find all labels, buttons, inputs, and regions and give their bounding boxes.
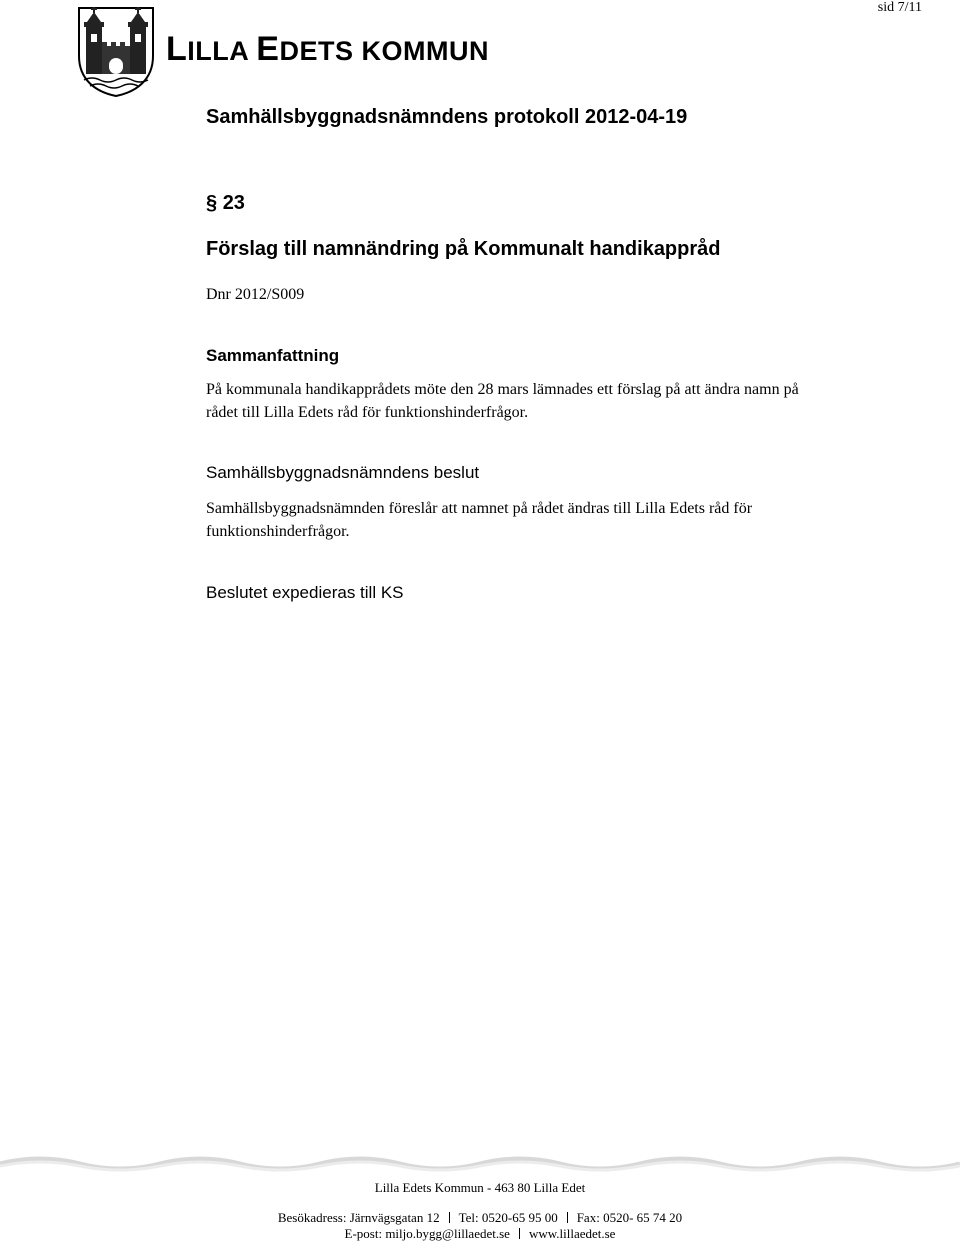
footer-web-line — [0, 1226, 960, 1242]
decision-text: Samhällsbyggnadsnämnden föreslår att namnet på rådet ändras till Lilla Edets råd för funktionshinderfrågor. — [206, 500, 753, 540]
section-title: Förslag till namnändring på Kommunalt handikappråd — [206, 238, 721, 260]
summary-text: På kommunala handikapprådets möte den 28 mars lämnades ett förslag på att ändra namn på rådet till Lilla Edets råd för funktionshinderfrågor. — [206, 381, 799, 421]
wordmark-part-2: DETS KOMMUN — [279, 36, 489, 66]
footer-fax: Fax: 0520- 65 74 20 — [576, 1210, 683, 1225]
summary-heading: Sammanfattning — [206, 346, 340, 365]
decision-heading: Samhällsbyggnadsnämndens beslut — [206, 463, 480, 482]
wordmark-letter-e: E — [256, 30, 280, 68]
footer-address: Lilla Edets Kommun - 463 80 Lilla Edet — [374, 1180, 586, 1195]
expedite-text: Beslutet expedieras till KS — [206, 583, 404, 602]
footer-separator — [567, 1212, 568, 1223]
municipality-wordmark — [166, 30, 489, 69]
diary-number: Dnr 2012/S009 — [206, 286, 305, 303]
footer-separator — [449, 1212, 450, 1223]
footer-separator — [519, 1228, 520, 1239]
footer-visit-address: Besökadress: Järnvägsgatan 12 — [277, 1210, 440, 1225]
page-number: sid 7/11 — [877, 0, 922, 15]
protocol-title: Samhällsbyggnadsnämndens protokoll 2012-04-19 — [206, 106, 688, 128]
footer-contact-line — [0, 1210, 960, 1226]
section-number: 23 — [222, 192, 245, 214]
footer-phone: Tel: 0520-65 95 00 — [458, 1210, 558, 1225]
footer-website[interactable]: www.lillaedet.se — [528, 1226, 616, 1241]
wordmark-part-1: ILLA — [187, 36, 257, 66]
footer-email[interactable]: E-post: miljo.bygg@lillaedet.se — [344, 1226, 510, 1241]
wordmark-letter-l: L — [166, 30, 188, 68]
coat-of-arms-logo — [76, 4, 156, 98]
section-number-line — [206, 192, 245, 215]
section-symbol: § — [206, 192, 218, 214]
footer-wave-divider — [0, 1150, 960, 1174]
